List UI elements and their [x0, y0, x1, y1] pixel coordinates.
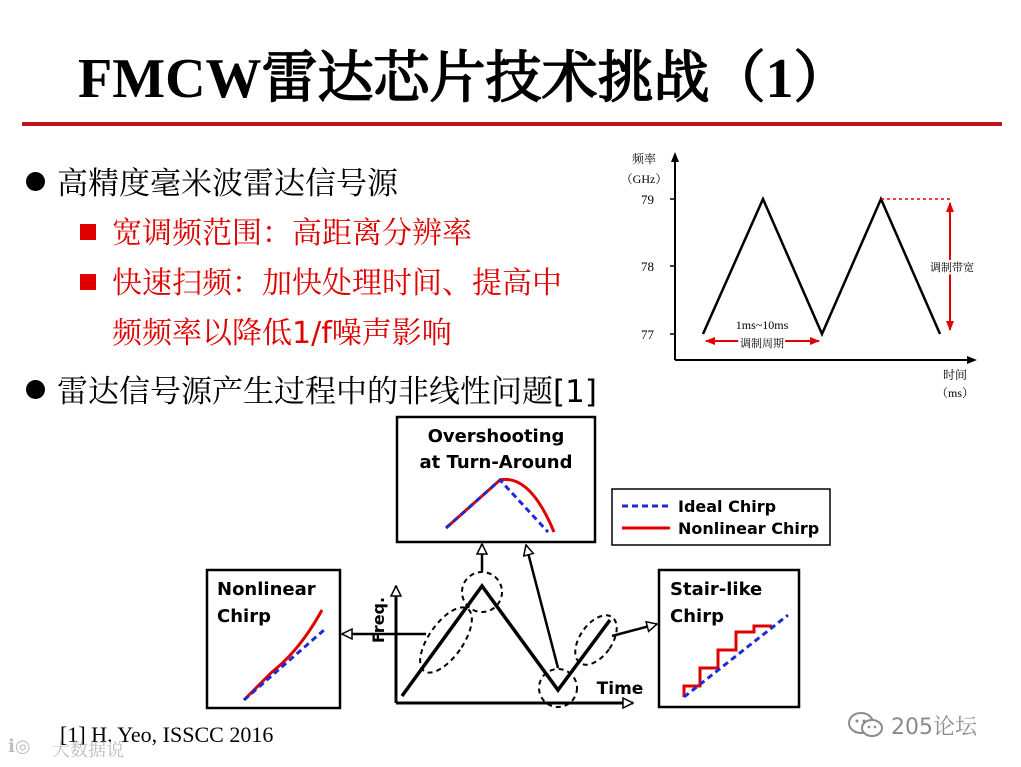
arrow-to-overshoot-2: [526, 545, 558, 668]
fmcw-modulation-plot: [600, 145, 1000, 410]
sub-bullet-2-continued: 频频率以降低1/f噪声影响: [112, 316, 452, 351]
x-label-line1: 时间: [942, 368, 968, 382]
left-watermark-icon: ℹ◎: [8, 736, 31, 757]
tick-label-79: 79: [641, 192, 654, 207]
bullet-1: [26, 158, 398, 203]
wechat-icon: [847, 710, 885, 740]
bullet-1-text: 高精度毫米波雷达信号源: [57, 166, 398, 202]
reference-citation: [1] H. Yeo, ISSCC 2016: [60, 722, 274, 747]
time-axis-label: Time: [596, 679, 644, 699]
nonlinear-region-ellipse: [410, 599, 481, 681]
bullet-dot-icon: [26, 380, 45, 399]
square-bullet-icon: [80, 274, 96, 290]
overshoot-title-2: at Turn-Around: [419, 452, 573, 473]
y-label-line1: 频率: [631, 152, 657, 166]
chirp-nonlinearity-diagram: [200, 410, 840, 715]
square-bullet-icon: [80, 224, 96, 240]
legend-ideal-label: Ideal Chirp: [678, 497, 777, 516]
forum-watermark: [847, 710, 987, 740]
period-label: 调制周期: [740, 337, 784, 350]
chirp-waveform: [402, 586, 610, 696]
period-value: 1ms~10ms: [735, 318, 789, 332]
slide-title: FMCW雷达芯片技术挑战（1）: [78, 48, 850, 110]
left-watermark: [8, 736, 148, 762]
bandwidth-label: 调制带宽: [930, 261, 974, 274]
sub-bullet-2-text: 快速扫频：加快处理时间、提高中: [112, 266, 562, 301]
tick-label-78: 78: [641, 259, 654, 274]
stair-title-2: Chirp: [670, 606, 724, 627]
nonlinear-title-2: Chirp: [217, 606, 271, 627]
x-label-line2: （ms）: [935, 386, 975, 400]
bullet-2-text: 雷达信号源产生过程中的非线性问题[1]: [57, 374, 597, 410]
triangle-chirp-waveform: [703, 199, 940, 334]
overshoot-title-1: Overshooting: [427, 426, 565, 447]
arrow-to-stair: [612, 624, 657, 636]
y-label-line2: （GHz）: [620, 172, 668, 186]
stair-title-1: Stair-like: [670, 579, 763, 600]
bullet-2: [26, 366, 597, 411]
sub-bullet-1-text: 宽调频范围：高距离分辨率: [112, 216, 472, 251]
legend-nonlinear-label: Nonlinear Chirp: [678, 519, 820, 538]
freq-axis-label: Freq.: [369, 596, 388, 644]
forum-watermark-text: 205论坛: [891, 715, 977, 740]
left-watermark-text: 大数据说: [52, 740, 124, 761]
nonlinear-title-1: Nonlinear: [217, 579, 316, 600]
title-divider: [22, 122, 1002, 126]
sub-bullet-1: [80, 208, 472, 252]
bullet-dot-icon: [26, 172, 45, 191]
sub-bullet-2: [80, 258, 562, 302]
tick-label-77: 77: [641, 327, 654, 342]
